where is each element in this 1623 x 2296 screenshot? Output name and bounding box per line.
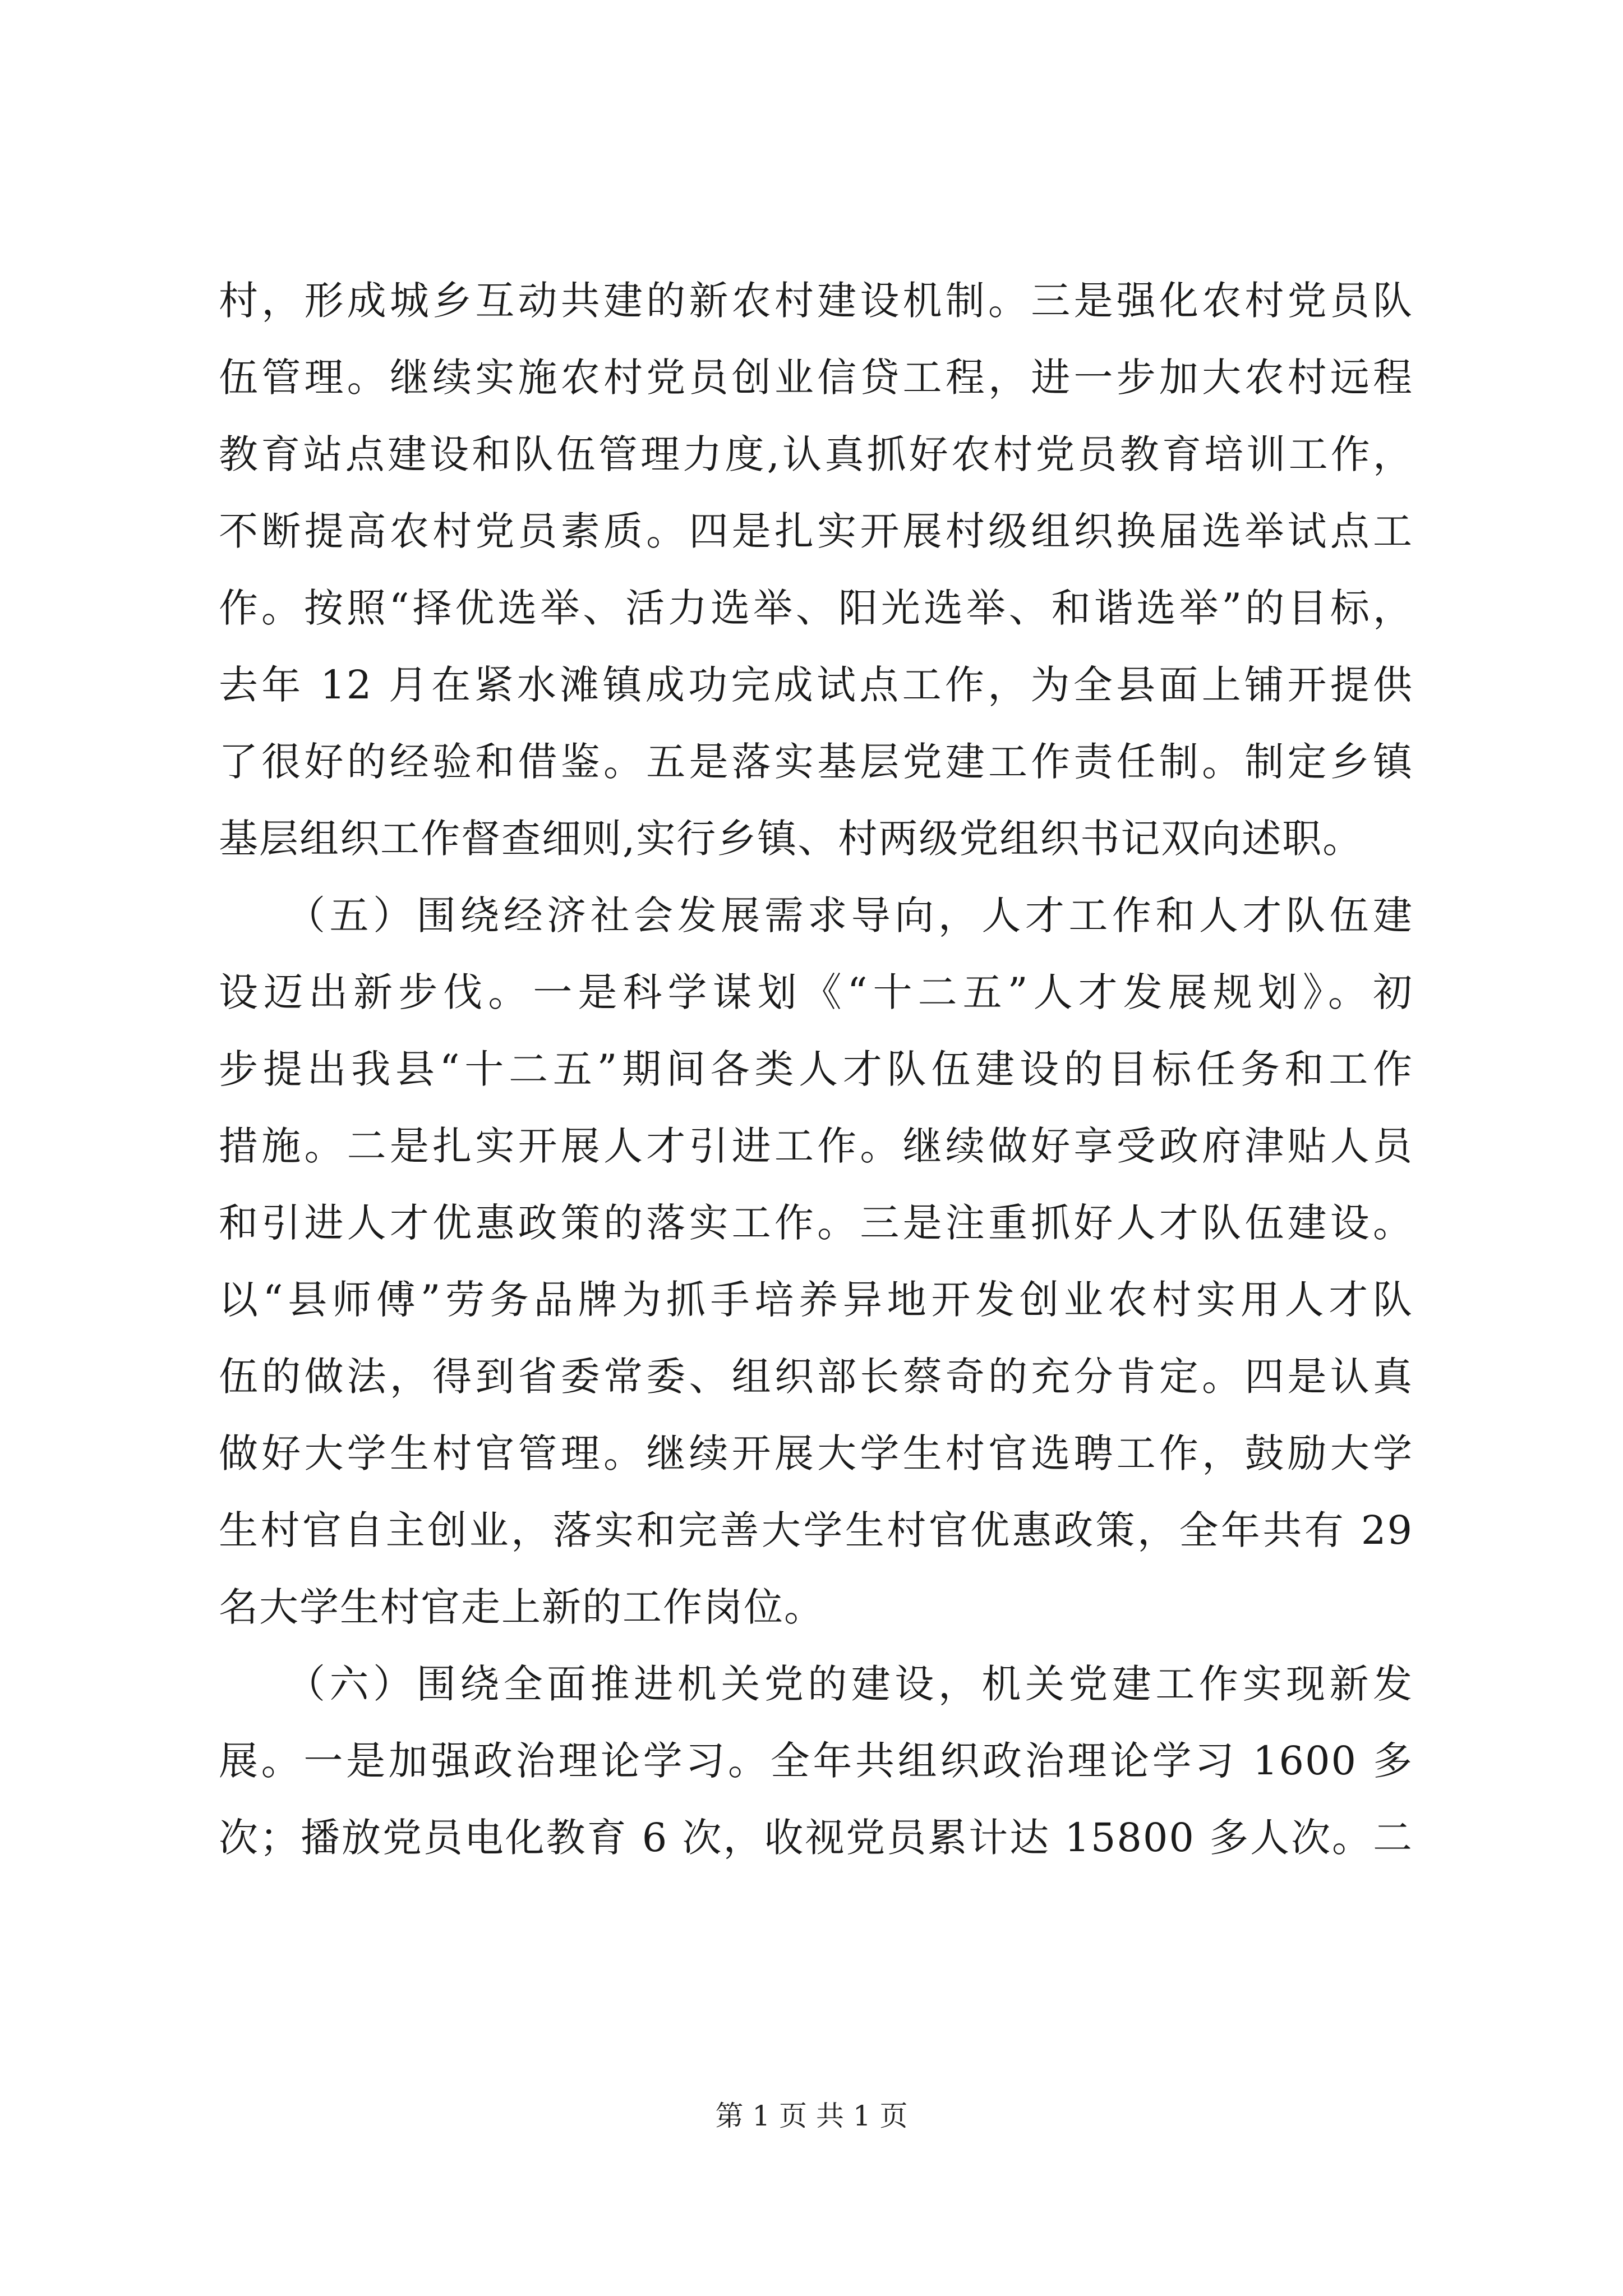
text-line: 伍管理。继续实施农村党员创业信贷工程，进一步加大农村远程 [219,355,1413,401]
text-line: 和引进人才优惠政策的落实工作。三是注重抓好人才队伍建设。 [219,1200,1413,1246]
text-line: 设迈出新步伐。一是科学谋划《“十二五”人才发展规划》。初 [219,969,1413,1015]
text-line: （五）围绕经济社会发展需求导向，人才工作和人才队伍建 [219,892,1413,938]
text-line: 村，形成城乡互动共建的新农村建设机制。三是强化农村党员队 [219,278,1413,324]
text-line: 教育站点建设和队伍管理力度,认真抓好农村党员教育培训工作， [219,431,1413,477]
text-line: 次；播放党员电化教育 6 次，收视党员累计达 15800 多人次。二 [219,1815,1413,1861]
text-line: 了很好的经验和借鉴。五是落实基层党建工作责任制。制定乡镇 [219,739,1413,785]
text-line: 去年 12 月在紧水滩镇成功完成试点工作，为全县面上铺开提供 [219,662,1413,708]
body-text [219,263,1413,1876]
text-line: 作。按照“择优选举、活力选举、阳光选举、和谐选举”的目标， [219,585,1413,631]
text-line: 做好大学生村官管理。继续开展大学生村官选聘工作，鼓励大学 [219,1430,1413,1476]
text-line: 措施。二是扎实开展人才引进工作。继续做好享受政府津贴人员 [219,1123,1413,1169]
text-line: 伍的做法，得到省委常委、组织部长蔡奇的充分肯定。四是认真 [219,1354,1413,1400]
text-line: 基层组织工作督查细则,实行乡镇、村两级党组织书记双向述职。 [219,816,1363,862]
text-line: 展。一是加强政治理论学习。全年共组织政治理论学习 1600 多 [219,1738,1413,1784]
page-footer: 第 1 页 共 1 页 [715,2100,908,2132]
text-line: 名大学生村官走上新的工作岗位。 [219,1584,824,1630]
text-line: （六）围绕全面推进机关党的建设，机关党建工作实现新发 [219,1661,1413,1707]
text-line: 以“县师傅”劳务品牌为抓手培养异地开发创业农村实用人才队 [219,1277,1413,1323]
text-line: 生村官自主创业，落实和完善大学生村官优惠政策，全年共有 29 [219,1507,1413,1553]
text-line: 步提出我县“十二五”期间各类人才队伍建设的目标任务和工作 [219,1046,1413,1092]
text-line: 不断提高农村党员素质。四是扎实开展村级组织换届选举试点工 [219,508,1413,554]
